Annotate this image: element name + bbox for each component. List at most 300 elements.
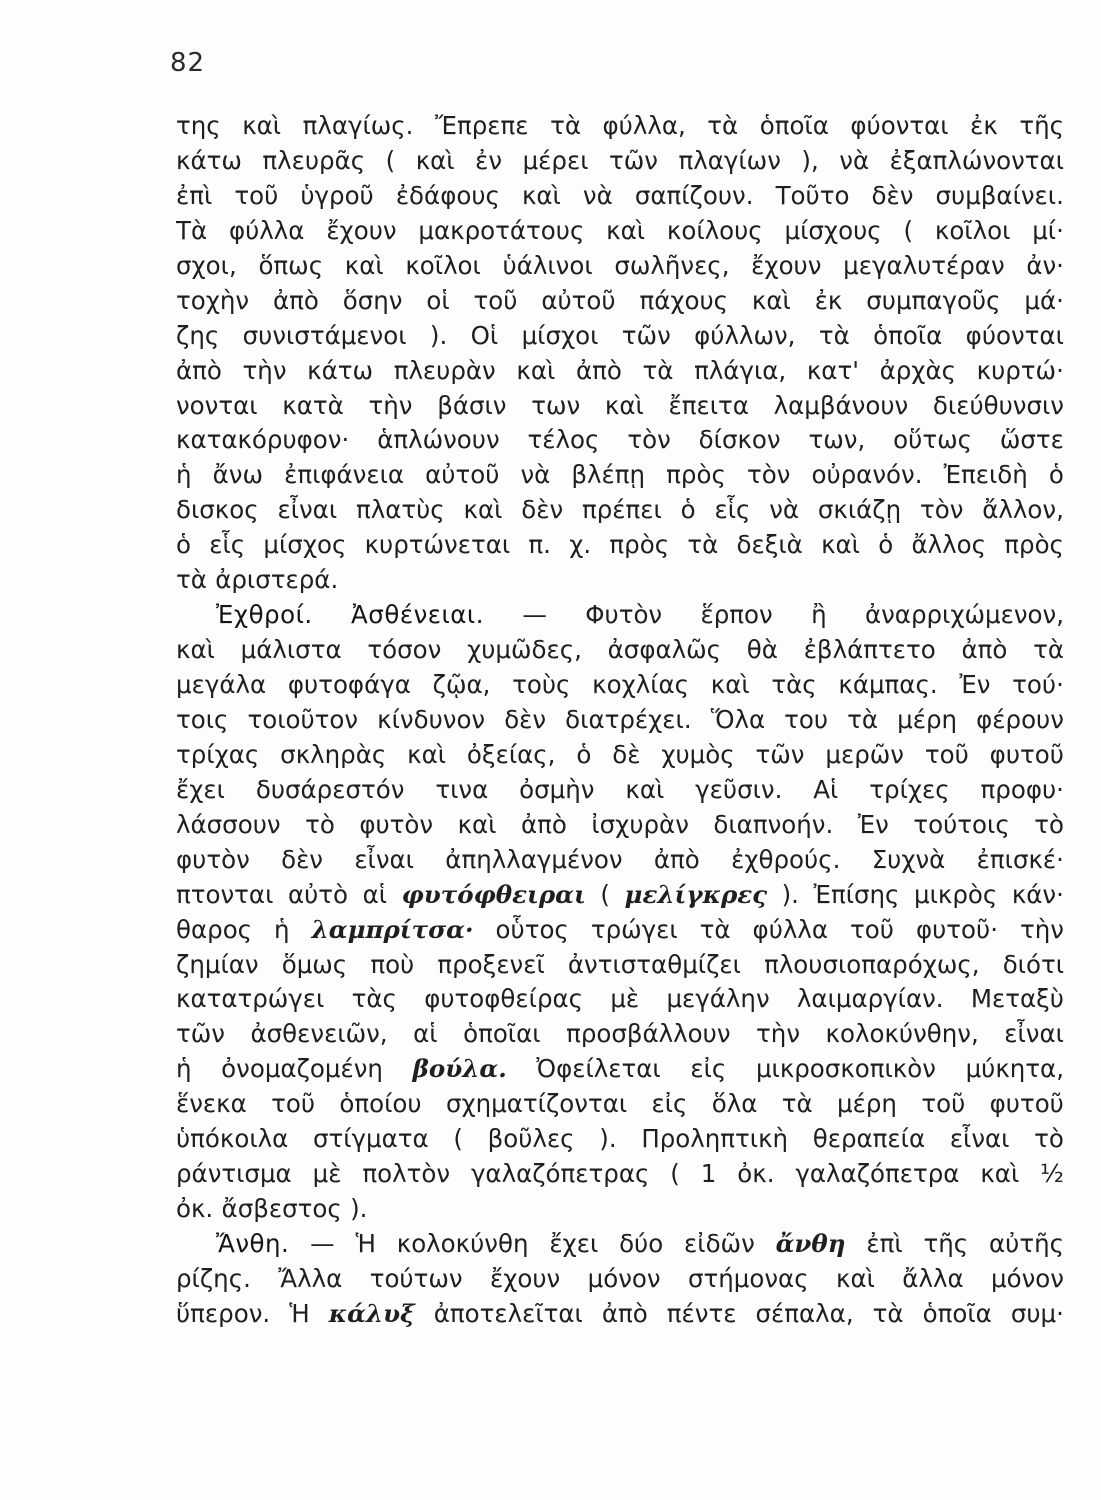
- word: μικρὸς: [914, 879, 998, 909]
- word: ὑπόκοιλα: [176, 1124, 289, 1154]
- word: ἔχουν: [489, 1263, 561, 1293]
- word: Ἐπίσης: [813, 879, 900, 909]
- word: των: [531, 390, 581, 420]
- word: μερῶν: [825, 739, 904, 769]
- word: μεγάλα: [176, 670, 267, 699]
- text-line: [176, 738, 1064, 773]
- word: νονται: [176, 390, 258, 420]
- word: ἔχουν: [751, 250, 822, 280]
- word: τοχὴν: [176, 285, 250, 315]
- word: αἱ: [362, 879, 388, 909]
- word: τὴν: [756, 1019, 801, 1049]
- word: σκληρὰς: [280, 739, 387, 769]
- word: τὸν: [919, 495, 964, 525]
- word: Ὅλα: [710, 704, 766, 734]
- word: ἀποτελεῖται: [433, 1298, 583, 1328]
- word: ὥστε: [999, 425, 1064, 455]
- word: τὸ: [1034, 1124, 1064, 1154]
- word: (: [903, 215, 914, 245]
- word: φυτοφθείρας: [424, 984, 584, 1014]
- word: νὰ: [839, 145, 870, 175]
- word: καὶ: [407, 739, 447, 769]
- word: πρὸς: [1004, 530, 1064, 560]
- word: καὶ: [344, 250, 384, 280]
- text-line: [176, 563, 1064, 598]
- word: τῆς: [923, 1229, 969, 1258]
- word: διεύθυνσιν: [932, 390, 1064, 420]
- word: Ὀφείλεται: [536, 1054, 661, 1084]
- word: Τὰ: [176, 215, 208, 245]
- word: ἀπὸ: [961, 635, 1008, 665]
- text-line: [176, 528, 1064, 563]
- word: κοῖλοι: [934, 215, 1011, 245]
- word: ἐχθρούς.: [731, 844, 841, 874]
- text-line: [176, 144, 1064, 179]
- word: δεξιὰ: [736, 530, 803, 560]
- word: αἱ: [413, 1019, 438, 1049]
- word: ἀριστερά.: [215, 565, 339, 595]
- text-line: [176, 214, 1064, 249]
- word: στήμονας: [687, 1263, 809, 1293]
- word: τούτων: [369, 1263, 463, 1293]
- text-line: [176, 982, 1064, 1017]
- word: μεγαλυτέραν: [843, 250, 1005, 280]
- word: εἰς: [690, 1054, 727, 1084]
- word: καὶ: [710, 670, 750, 699]
- word: ἢ: [811, 600, 827, 630]
- word: ἡ: [274, 914, 290, 944]
- word: Ἡ: [355, 1229, 376, 1258]
- word: ἔχουν: [326, 215, 397, 245]
- word: πρὸς: [609, 530, 670, 560]
- word: τὰ: [699, 914, 731, 944]
- text-line: [176, 948, 1064, 983]
- word: τοῦ: [850, 914, 894, 944]
- word: οἱ: [426, 285, 450, 315]
- word: πλάγια,: [694, 355, 787, 385]
- word: καὶ: [242, 111, 282, 140]
- word: (: [385, 145, 396, 175]
- word: ἀσφαλῶς: [607, 635, 722, 665]
- word: ἔπειτα: [668, 390, 749, 420]
- text-line: [176, 1122, 1064, 1157]
- word: προξενεῖ: [437, 949, 545, 979]
- word: ὁ: [176, 530, 191, 560]
- word: δισκος: [176, 495, 259, 525]
- word: ποὺ: [370, 949, 415, 979]
- word: τρώγει: [590, 914, 678, 944]
- word: ὁ: [1048, 460, 1064, 490]
- word: ἁπλώνουν: [377, 425, 500, 455]
- word: μά·: [1024, 285, 1064, 315]
- text-line: [176, 1017, 1064, 1052]
- word: οὕτως: [893, 425, 972, 455]
- text-line: [176, 1262, 1064, 1297]
- word: φέρουν: [976, 704, 1064, 734]
- word: τὰ: [642, 355, 674, 385]
- text-line: [176, 1297, 1064, 1332]
- word: τὸ: [305, 809, 335, 839]
- word: σχηματίζονται: [445, 1089, 628, 1119]
- word: δὲν: [504, 704, 547, 734]
- word: μόνον: [587, 1263, 661, 1293]
- word: μελίγκρες: [624, 879, 768, 909]
- word: διαπνοήν.: [713, 809, 834, 839]
- text-line: [176, 1227, 1064, 1262]
- word: καὶ: [980, 1159, 1020, 1189]
- word: ).: [599, 1124, 617, 1154]
- word: φύονται: [965, 320, 1064, 350]
- word: τοιοῦτον: [247, 704, 359, 734]
- word: τοῦ: [271, 1089, 316, 1119]
- word: ἀναρριχώμενον,: [864, 600, 1064, 630]
- word: ἕρπον: [700, 600, 773, 630]
- word: ράντισμα: [176, 1159, 292, 1189]
- word: τῶν: [755, 739, 805, 769]
- word: Ἐπειδὴ: [943, 460, 1028, 490]
- word: κολοκύνθην,: [825, 1019, 979, 1049]
- word: γαλαζόπετρα: [795, 1159, 960, 1189]
- word: μεγάλην: [666, 984, 770, 1014]
- word: ἐδάφους: [395, 180, 500, 210]
- word: ἐπισκέ·: [976, 844, 1064, 874]
- word: των,: [808, 425, 866, 455]
- word: αὐτὸ: [287, 879, 349, 909]
- word: Ἐν: [857, 809, 889, 839]
- word: καὶ: [606, 215, 646, 245]
- word: κοίλους: [666, 215, 763, 245]
- word: ἀπὸ: [176, 355, 222, 385]
- word: προφυ·: [980, 774, 1064, 804]
- word: μάλιστα: [240, 635, 342, 665]
- word: φύλλων,: [694, 320, 796, 350]
- word: νὰ: [520, 460, 551, 490]
- word: θεραπεία: [812, 1124, 926, 1154]
- word: συμβαίνει.: [935, 180, 1064, 210]
- word: ὀκ.: [737, 1159, 775, 1189]
- word: κυρτώνεται: [364, 530, 511, 560]
- word: ζῷα,: [432, 670, 491, 699]
- word: τοῦ: [924, 739, 969, 769]
- word: φύλλα: [228, 215, 305, 245]
- word: πλευρὰν: [393, 355, 496, 385]
- word: τὰ: [872, 1298, 904, 1328]
- word: χυμὸς: [661, 739, 735, 769]
- word: ½: [1040, 1159, 1064, 1189]
- word: τὰς: [351, 984, 397, 1014]
- word: αὐτοῦ: [425, 460, 500, 490]
- word: μέρη: [837, 1089, 897, 1119]
- word: ἄλλον,: [982, 495, 1064, 525]
- word: καὶ: [176, 635, 215, 665]
- word: εἶναι: [354, 844, 414, 874]
- word: χυμῶδες,: [467, 635, 582, 665]
- word: ἐπιφάνεια: [284, 460, 405, 490]
- word: —: [310, 1229, 335, 1258]
- word: εἶναι: [949, 1124, 1010, 1154]
- word: κοχλίας: [592, 670, 690, 699]
- word: ὀσμὴν: [519, 774, 595, 804]
- word: Ἄνθη.: [216, 1229, 290, 1258]
- word: κολοκύνθη: [396, 1229, 529, 1258]
- word: ὁποῖα: [922, 1298, 992, 1328]
- word: κυρτώ·: [976, 355, 1064, 385]
- word: ὑγροῦ: [300, 180, 374, 210]
- word: γεῦσιν.: [695, 774, 783, 804]
- word: ἐξαπλώνονται: [889, 145, 1064, 175]
- word: σέπαλα,: [755, 1298, 854, 1328]
- word: συνιστάμενοι: [242, 320, 407, 350]
- text-line: [176, 1157, 1064, 1192]
- word: τοῦ: [921, 1089, 966, 1119]
- text-line: [176, 423, 1064, 458]
- word: φυτοῦ·: [915, 914, 998, 944]
- word: τρίχας: [176, 739, 260, 769]
- word: καὶ: [821, 530, 860, 560]
- word: ἐβλάπτετο: [803, 635, 936, 665]
- word: τρίχες: [869, 774, 950, 804]
- word: βάσιν: [437, 390, 507, 420]
- word: κάλυξ: [328, 1298, 415, 1328]
- word: βλέπῃ: [571, 460, 646, 490]
- word: καὶ: [521, 180, 561, 210]
- text-line: [176, 913, 1064, 948]
- word: τὴν: [242, 355, 287, 385]
- text-line: [176, 598, 1064, 633]
- word: ὑάλινοι: [502, 250, 593, 280]
- word: τοις: [176, 704, 229, 734]
- word: δὲν: [281, 844, 323, 874]
- word: καὶ: [836, 1263, 875, 1293]
- word: ὅπως: [258, 250, 324, 280]
- text-line: [176, 319, 1064, 354]
- word: τῶν: [609, 145, 658, 175]
- word: της: [176, 111, 221, 140]
- text-line: [176, 179, 1064, 214]
- word: καὶ: [604, 390, 644, 420]
- word: Ἄλλα: [278, 1263, 343, 1293]
- word: μικροσκοπικὸν: [755, 1054, 936, 1084]
- word: ὀκ.: [176, 1194, 214, 1224]
- word: ἀπὸ: [653, 844, 700, 874]
- word: ),: [801, 145, 819, 175]
- word: Προληπτικὴ: [641, 1124, 789, 1154]
- word: θαρος: [176, 914, 253, 944]
- text-line: [176, 808, 1064, 843]
- word: σκιάζῃ: [817, 495, 902, 525]
- word: Οἱ: [470, 320, 499, 350]
- word: Ἀσθένειαι.: [351, 600, 485, 630]
- word: ζημίαν: [176, 949, 259, 979]
- word: πέντε: [666, 1298, 737, 1328]
- word: τινα: [435, 774, 489, 804]
- text-line: [176, 773, 1064, 808]
- word: ἀπηλλαγμένον: [445, 844, 623, 874]
- word: κατ': [806, 355, 859, 385]
- word: πλαγίων: [678, 145, 781, 175]
- word: μίσχοι: [521, 320, 599, 350]
- word: ὕπερον.: [176, 1298, 271, 1328]
- word: κάμπας.: [838, 670, 938, 699]
- word: κατακόρυφον·: [176, 425, 350, 455]
- word: ἄνθη: [775, 1229, 846, 1258]
- word: Τοῦτο: [775, 180, 850, 210]
- word: ).: [350, 1194, 368, 1224]
- word: ὁποίου: [339, 1089, 422, 1119]
- word: πρὸς: [666, 460, 726, 490]
- word: μίσχους: [784, 215, 882, 245]
- word: τὸν: [746, 460, 791, 490]
- word: λάσσουν: [176, 809, 281, 839]
- word: πάχους: [639, 285, 729, 315]
- word: λαμβάνουν: [773, 390, 909, 420]
- word: κατατρώγει: [176, 984, 325, 1014]
- word: μὲ: [312, 1159, 342, 1189]
- word: μύκητα,: [965, 1054, 1064, 1084]
- word: μέρει: [522, 145, 589, 175]
- word: ἄσβεστος: [221, 1194, 342, 1224]
- word: π.: [528, 530, 551, 560]
- word: τὰ: [707, 111, 739, 140]
- word: δὲν: [521, 495, 564, 525]
- word: Ἐν: [959, 670, 991, 699]
- word: ἕνεκα: [176, 1089, 247, 1119]
- word: εἰς: [651, 1089, 688, 1119]
- word: εἶναι: [277, 495, 338, 525]
- word: ὁποῖαι: [463, 1019, 541, 1049]
- text-line: [176, 249, 1064, 284]
- word: 1: [700, 1159, 717, 1189]
- word: Φυτὸν: [585, 600, 663, 630]
- word: λαιμαργίαν.: [796, 984, 944, 1014]
- word: δίσκον: [698, 425, 781, 455]
- word: ὅλα: [711, 1089, 758, 1119]
- word: νὰ: [769, 495, 800, 525]
- word: φυτόφθειραι: [401, 879, 586, 909]
- word: τούτοις: [913, 809, 1010, 839]
- word: πλουσιοπαρόχως,: [764, 949, 980, 979]
- word: Ἡ: [289, 1298, 310, 1328]
- word: διατρέχει.: [565, 704, 692, 734]
- word: φύονται: [850, 111, 949, 140]
- word: πλατὺς: [355, 495, 445, 525]
- word: ἡ: [176, 1054, 192, 1084]
- word: οὐρανόν.: [811, 460, 923, 490]
- word: σχοι,: [176, 250, 237, 280]
- word: φυτοῦ: [989, 1089, 1064, 1119]
- word: μέρη: [897, 704, 958, 734]
- word: ἀπὸ: [272, 285, 319, 315]
- word: εἷς: [714, 495, 751, 525]
- word: ρίζης.: [176, 1263, 251, 1293]
- word: Ἐχθροί.: [216, 600, 313, 630]
- text-line: [176, 284, 1064, 319]
- word: ἔχει: [176, 774, 225, 804]
- word: —: [522, 600, 547, 630]
- text-line: [176, 1192, 1064, 1227]
- word: τοὺς: [512, 670, 571, 699]
- word: (: [670, 1159, 680, 1189]
- word: διότι: [1002, 949, 1064, 979]
- text-line: [176, 703, 1064, 738]
- word: δύο: [619, 1229, 664, 1258]
- word: ὁ: [576, 739, 592, 769]
- word: λαμπρίτσα·: [311, 914, 474, 944]
- word: φυτὸν: [359, 809, 434, 839]
- word: τὴν: [368, 390, 413, 420]
- word: ὁποῖα: [873, 320, 943, 350]
- text-line: [176, 1052, 1064, 1087]
- word: τού·: [1012, 670, 1064, 699]
- word: ἐπὶ: [176, 180, 213, 210]
- text-line: [176, 109, 1064, 144]
- word: του: [784, 704, 829, 734]
- word: Αἱ: [813, 774, 839, 804]
- word: ὁ: [878, 530, 894, 560]
- word: προσβάλλουν: [566, 1019, 731, 1049]
- word: δὲν: [871, 180, 914, 210]
- word: κάτω: [176, 145, 242, 175]
- word: τὰ: [176, 565, 207, 595]
- word: τὸ: [1034, 809, 1064, 839]
- word: ὁ: [680, 495, 696, 525]
- word: κάν·: [1011, 879, 1064, 909]
- word: τὰ: [781, 1089, 813, 1119]
- word: κίνδυνον: [377, 704, 486, 734]
- word: ).: [429, 320, 448, 350]
- word: μὲ: [610, 984, 640, 1014]
- text-line: [176, 354, 1064, 389]
- word: ).: [781, 879, 799, 909]
- word: πλευρᾶς: [262, 145, 366, 175]
- word: ἐπὶ: [866, 1229, 903, 1258]
- word: τὰ: [550, 111, 581, 140]
- word: φυτὸν: [176, 844, 250, 874]
- word: κοῖλοι: [405, 250, 481, 280]
- word: καὶ: [457, 809, 497, 839]
- text-line: [176, 458, 1064, 493]
- word: Ἔπρεπε: [434, 111, 529, 140]
- word: μίσχος: [263, 530, 347, 560]
- word: ζης: [176, 320, 220, 350]
- word: θὰ: [746, 635, 778, 665]
- word: ἀπὸ: [520, 809, 567, 839]
- word: σαπίζουν.: [634, 180, 754, 210]
- word: ἀπὸ: [575, 355, 622, 385]
- word: αὐτοῦ: [541, 285, 616, 315]
- text-line: [176, 633, 1064, 668]
- word: μακροτάτους: [418, 215, 585, 245]
- word: πολτὸν: [362, 1159, 451, 1189]
- word: βοῦλες: [487, 1124, 575, 1154]
- word: τὰ: [847, 704, 879, 734]
- word: (: [600, 879, 610, 909]
- word: φύλλα,: [602, 111, 686, 140]
- word: φύλλα: [752, 914, 829, 944]
- text-line: [176, 1087, 1064, 1122]
- word: συμ·: [1010, 1298, 1064, 1328]
- word: οὗτος: [495, 914, 569, 944]
- word: δυσάρεστόν: [255, 774, 405, 804]
- word: μί·: [1032, 215, 1064, 245]
- word: (: [453, 1124, 463, 1154]
- word: τὰ: [687, 530, 719, 560]
- text-line: [176, 389, 1064, 424]
- word: καὶ: [516, 355, 556, 385]
- word: ἀν·: [1026, 250, 1064, 280]
- word: χ.: [569, 530, 592, 560]
- page-number: 82: [170, 48, 206, 78]
